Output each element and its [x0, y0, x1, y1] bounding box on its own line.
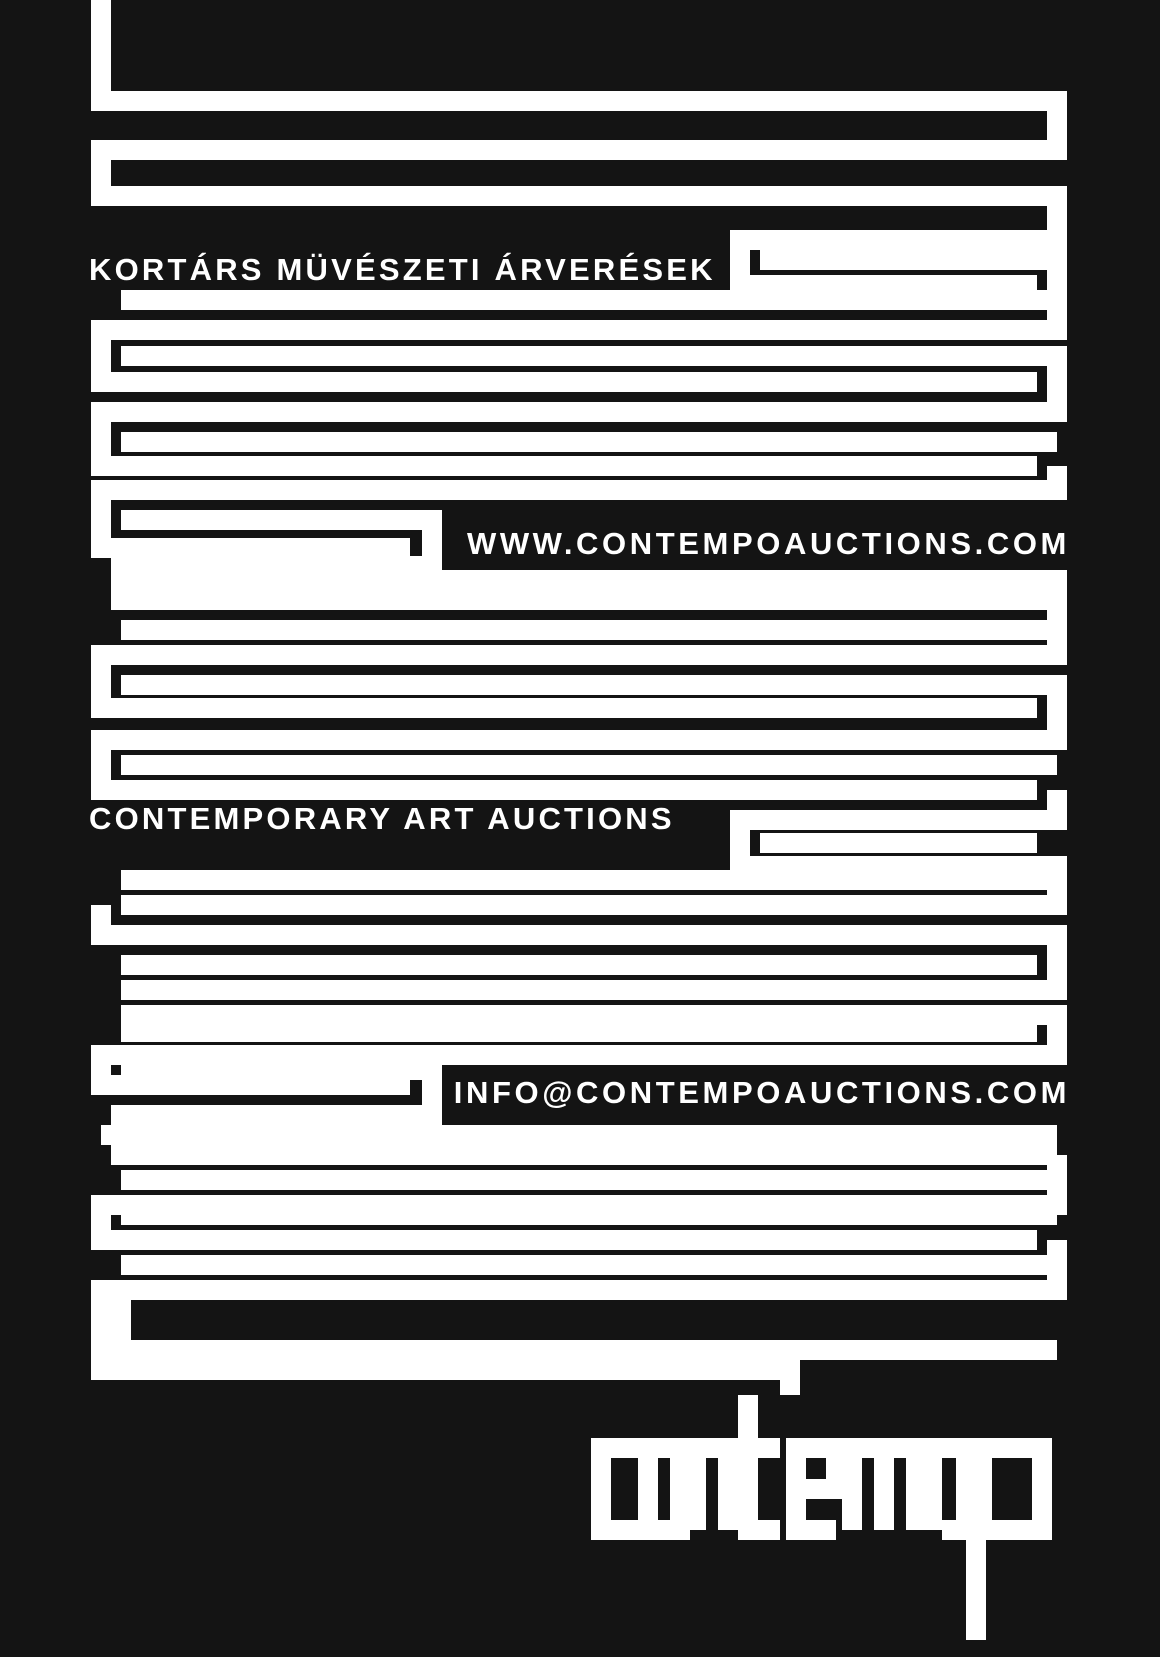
- tagline-hungarian: KORTÁRS MÜVÉSZETI ÁRVERÉSEK: [89, 252, 716, 287]
- email-link[interactable]: INFO@CONTEMPOAUCTIONS.COM: [453, 1075, 1070, 1110]
- website-link[interactable]: WWW.CONTEMPOAUCTIONS.COM: [466, 526, 1070, 561]
- tagline-english: CONTEMPORARY ART AUCTIONS: [89, 801, 675, 836]
